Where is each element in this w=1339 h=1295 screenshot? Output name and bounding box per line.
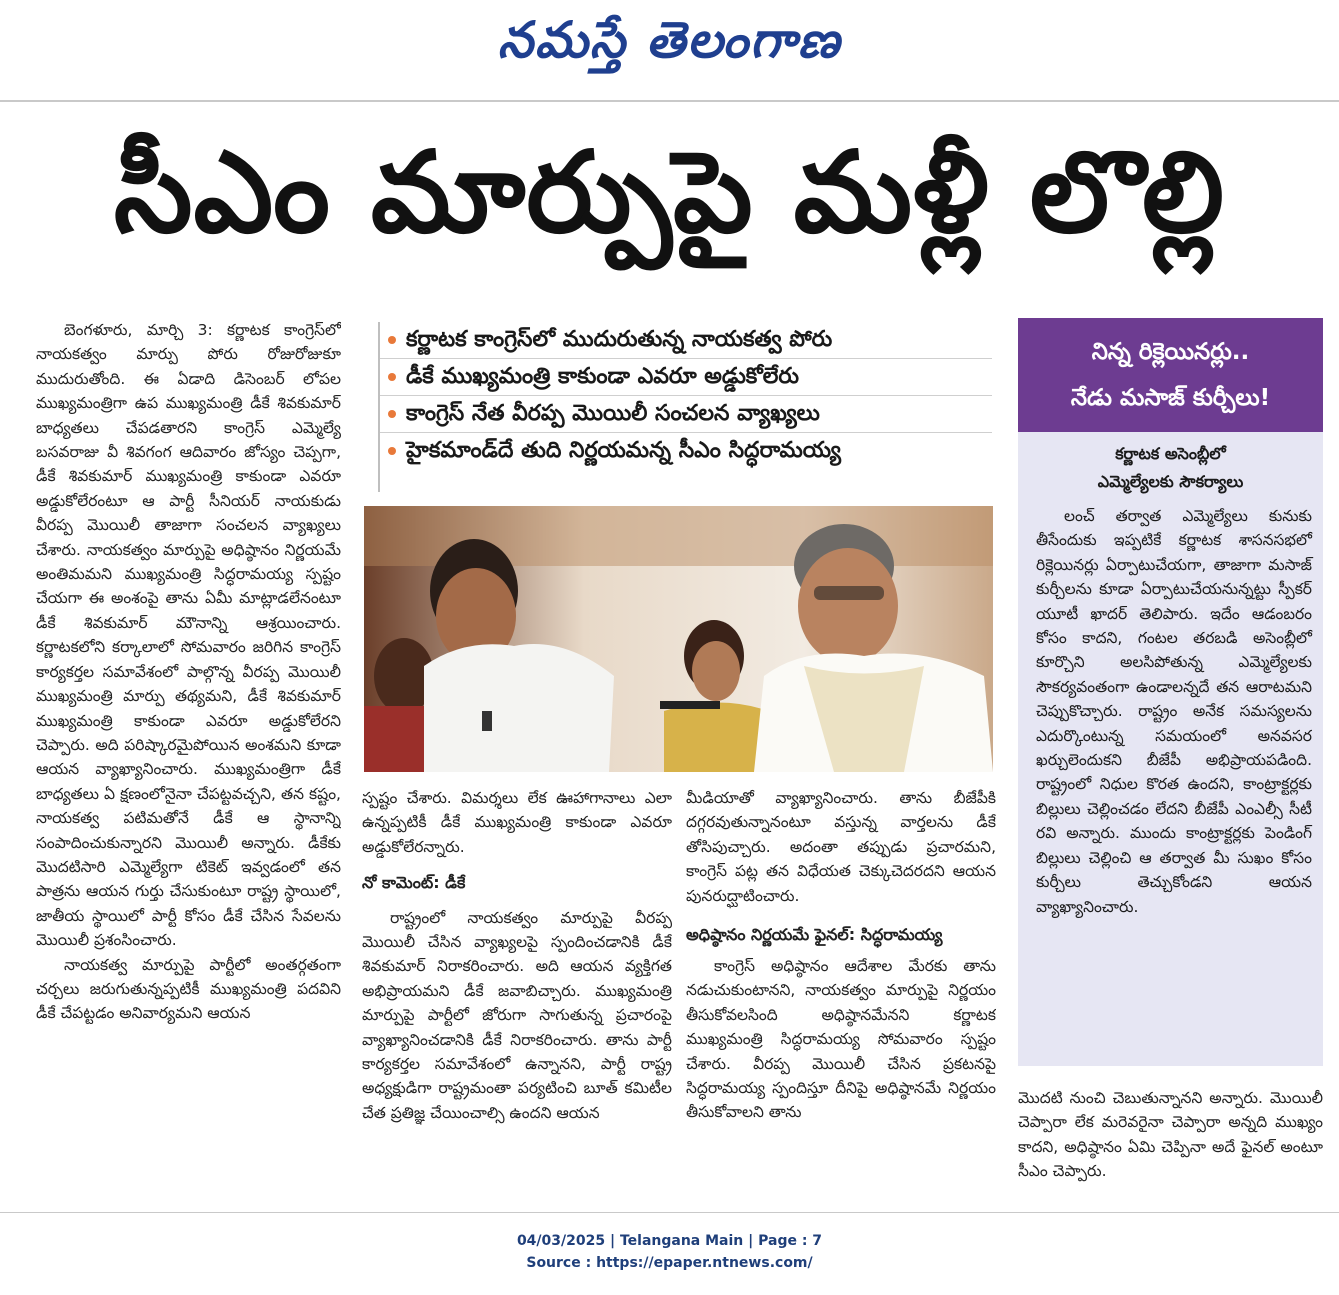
footer — [0, 1230, 1339, 1274]
article-paragraph: మీడియాతో వ్యాఖ్యానించారు. తాను బీజేపీకి దగ్గరవుతున్నానంటూ వస్తున్న వార్తలను డీకే తోసిపుచ్చారు. అదంతా తప్పుడు ప్రచారమని, కాంగ్రెస్ పట్ల తన విధేయత చెక్కుచెదరదని ఆయన పునరుద్ఘాటించారు. — [686, 789, 996, 905]
highlight-item — [380, 322, 992, 359]
sidebar-banner-line: నిన్న రిక్లెయినర్లు.. — [1091, 339, 1250, 365]
article-paragraph: రాష్ట్రంలో నాయకత్వం మార్పుపై వీరప్ప మొయిలీ చేసిన వ్యాఖ్యలపై స్పందించడానికి డీకే శివకుమార్ నిరాకరించారు. అది ఆయన వ్యక్తిగత అభిప్రాయమని డీకే జవాబిచ్చారు. ముఖ్యమంత్రి మార్పుపై పార్టీలో జోరుగా సాగుతున్న ప్రచారంపై వ్యాఖ్యానించడానికి డీకే నిరాకరించారు. తాను పార్టీ కార్యకర్తల సమావేశంలో ఉన్నానని, పార్టీ రాష్ట్ర అధ్యక్షుడిగా రాష్ట్రమంతా పర్యటించి బూత్ కమిటీల చేత ప్రతిజ్ఞ చేయించాల్సి ఉందని ఆయన — [362, 908, 672, 1122]
article-subhead: నో కామెంట్: డీకే — [362, 873, 466, 893]
highlights-box — [378, 322, 992, 492]
highlight-item — [380, 396, 992, 433]
headline: సీఎం మార్పుపై మళ్లీ లొల్లి — [113, 128, 1226, 258]
highlight-text: కాంగ్రెస్ నేత వీరప్ప మొయిలీ సంచలన వ్యాఖ్యలు — [406, 401, 820, 426]
masthead — [0, 0, 1339, 92]
bullet-icon — [388, 373, 396, 381]
news-photo — [364, 506, 993, 772]
article-paragraph: నాయకత్వ మార్పుపై పార్టీలో అంతర్గతంగా చర్చలు జరుగుతున్నప్పటికీ ముఖ్యమంత్రి పదవిని డీకే చేపట్టడం అనివార్యమని ఆయన — [36, 955, 341, 1023]
highlight-text: హైకమాండ్‌దే తుది నిర్ణయమన్న సీఎం సిద్ధరామయ్య — [406, 438, 841, 463]
sidebar-subhead — [1018, 440, 1323, 496]
bullet-icon — [388, 410, 396, 418]
sidebar-paragraph: లంచ్ తర్వాత ఎమ్మెల్యేలు కునుకు తీసేందుకు ఇప్పటికే కర్ణాటక శాసనసభలో రిక్లెయినర్లు ఏర్పాటుచేయగా, తాజాగా మసాజ్ కుర్చీలను కూడా ఏర్పాటుచేయనున్నట్టు స్పీకర్ యూటీ ఖాదర్ తెలిపారు. ఇదేం ఆడంబరం కోసం కాదని, గంటల తరబడి అసెంబ్లీలో కూర్చొని అలసిపోతున్న ఎమ్మెల్యేలకు సౌకర్యవంతంగా ఉండాలన్నదే తన ఆరాటమని చెప్పుకొచ్చారు. రాష్ట్రం అనేక సమస్యలను ఎదుర్కొంటున్న సమయంలో అనవసర ఖర్చులెందుకని బీజేపీ అభిప్రాయపడింది. రాష్ట్రంలో నిధుల కొరత ఉందని, కాంట్రాక్టర్లకు బిల్లులు చెల్లించడం లేదని బీజేపీ ఎంఎల్సీ సీటీ రవి అన్నారు. ముందు కాంట్రాక్టర్లకు పెండింగ్ బిల్లులు చెల్లించి ఆ తర్వాత మీ సుఖం కోసం కుర్చీలు తెచ్చుకోండని ఆయన వ్యాఖ్యానించారు. — [1036, 507, 1312, 916]
news-photo-illustration — [364, 506, 993, 772]
sidebar-banner-line: నేడు మసాజ్ కుర్చీలు! — [1070, 385, 1271, 411]
article-column-1 — [36, 318, 341, 1198]
sidebar-box — [1018, 318, 1323, 1066]
footer-source: Source : https://epaper.ntnews.com/ — [526, 1255, 813, 1271]
sidebar-banner — [1018, 318, 1323, 432]
article-paragraph: కాంగ్రెస్ అధిష్ఠానం ఆదేశాల మేరకు తాను నడుచుకుంటానని, నాయకత్వం మార్పుపై నిర్ణయం తీసుకోవలసింది అధిష్ఠానమేనని కర్ణాటక ముఖ్యమంత్రి సిద్ధరామయ్య సోమవారం స్పష్టం చేశారు. వీరప్ప మొయిలీ చేసిన ప్రకటనపై సిద్ధరామయ్య స్పందిస్తూ దీనిపై అధిష్ఠానమే నిర్ణయం తీసుకోవాలని తాను — [686, 957, 996, 1122]
highlight-item — [380, 433, 992, 469]
masthead-divider — [0, 100, 1339, 102]
article-paragraph: మొదటి నుంచి చెబుతున్నానని అన్నారు. మొయిలీ చెప్పారా లేక మరెవరైనా చెప్పారా అన్నది ముఖ్యం కాదని, అధిష్ఠానం ఏమి చెప్పినా అదే ఫైనల్ అంటూ సీఎం చెప్పారు. — [1018, 1089, 1323, 1181]
sidebar-subhead-line: ఎమ్మెల్యేలకు సౌకర్యాలు — [1097, 472, 1244, 491]
sidebar-body — [1036, 504, 1312, 919]
footer-dateline: 04/03/2025 | Telangana Main | Page : 7 — [516, 1233, 823, 1249]
footer-divider — [0, 1212, 1339, 1213]
article-paragraph: బెంగళూరు, మార్చి 3: కర్ణాటక కాంగ్రెస్‌లో నాయకత్వం మార్పు పోరు రోజురోజుకూ ముదురుతోంది. ఈ ఏడాది డిసెంబర్ లోపల ముఖ్యమంత్రిగా ఉప ముఖ్యమంత్రి డీకే శివకుమార్ బాధ్యతలు చేపడతారని కాంగ్రెస్ ఎమ్మెల్యే బసవరాజు వీ శివగంగ ఆదివారం జోస్యం చెప్పగా, డీకే శివకుమార్ ముఖ్యమంత్రి కాకుండా ఎవరూ అడ్డుకోలేరంటూ ఆ పార్టీ సీనియర్ నాయకుడు వీరప్ప మొయిలీ తాజాగా సంచలన వ్యాఖ్యలు చేశారు. నాయకత్వం మార్పుపై అధిష్ఠానం నిర్ణయమే అంతిమమని ముఖ్యమంత్రి సిద్ధరామయ్య స్పష్టం చేయగా ఈ అంశంపై తాను ఏమీ మాట్లాడలేనంటూ డీకే శివకుమార్ మౌనాన్ని ఆశ్రయించారు. కర్ణాటకలోని కర్కాలాలో సోమవారం జరిగిన కాంగ్రెస్ కార్యకర్తల సమావేశంలో పాల్గొన్న వీరప్ప మొయిలీ ముఖ్యమంత్రి మార్పు తథ్యమని, డీకే శివకుమార్ ముఖ్యమంత్రి కాకుండా ఎవరూ అడ్డుకోలేరని చెప్పారు. అది పరిష్కారమైపోయిన అంశమని కూడా ఆయన వ్యాఖ్యానించారు. ముఖ్యమంత్రిగా డీకే బాధ్యతలు ఏ క్షణంలోనైనా చేపట్టవచ్చని, తన కష్టం, నాయకత్వ పటిమతోనే డీకే ఆ స్థానాన్ని సంపాదించుకున్నారని మొయిలీ అన్నారు. డీకేకు మొదటిసారి ఎమ్మెల్యేగా టికెట్ ఇవ్వడంలో తన పాత్రను ఆయన గుర్తు చేసుకుంటూ రాష్ట్ర స్థాయిలో, జాతీయ స్థాయిలో పార్టీ కోసం డీకే చేసిన సేవలను మొయిలీ ప్రశంసించారు. — [36, 321, 341, 950]
sidebar-subhead-line: కర్ణాటక అసెంబ్లీలో — [1115, 444, 1226, 463]
bullet-icon — [388, 336, 396, 344]
article-paragraph: స్పష్టం చేశారు. విమర్శలు లేక ఊహాగానాలు ఎలా ఉన్నప్పటికీ డీకే ముఖ్యమంత్రి కాకుండా ఎవరూ అడ్డుకోలేరన్నారు. — [362, 789, 672, 856]
highlight-text: డీకే ముఖ్యమంత్రి కాకుండా ఎవరూ అడ్డుకోలేరు — [406, 364, 800, 389]
bullet-icon — [388, 447, 396, 455]
highlight-item — [380, 359, 992, 396]
article-subhead: అధిష్ఠానం నిర్ణయమే ఫైనల్: సిద్ధరామయ్య — [686, 925, 943, 945]
article-column-2 — [362, 786, 672, 1196]
highlight-text: కర్ణాటక కాంగ్రెస్‌లో ముదురుతున్న నాయకత్వ పోరు — [406, 327, 833, 352]
newspaper-logo: నమస్తే తెలంగాణ — [497, 10, 842, 69]
article-column-3 — [686, 786, 996, 1196]
article-column-4 — [1018, 1086, 1323, 1198]
